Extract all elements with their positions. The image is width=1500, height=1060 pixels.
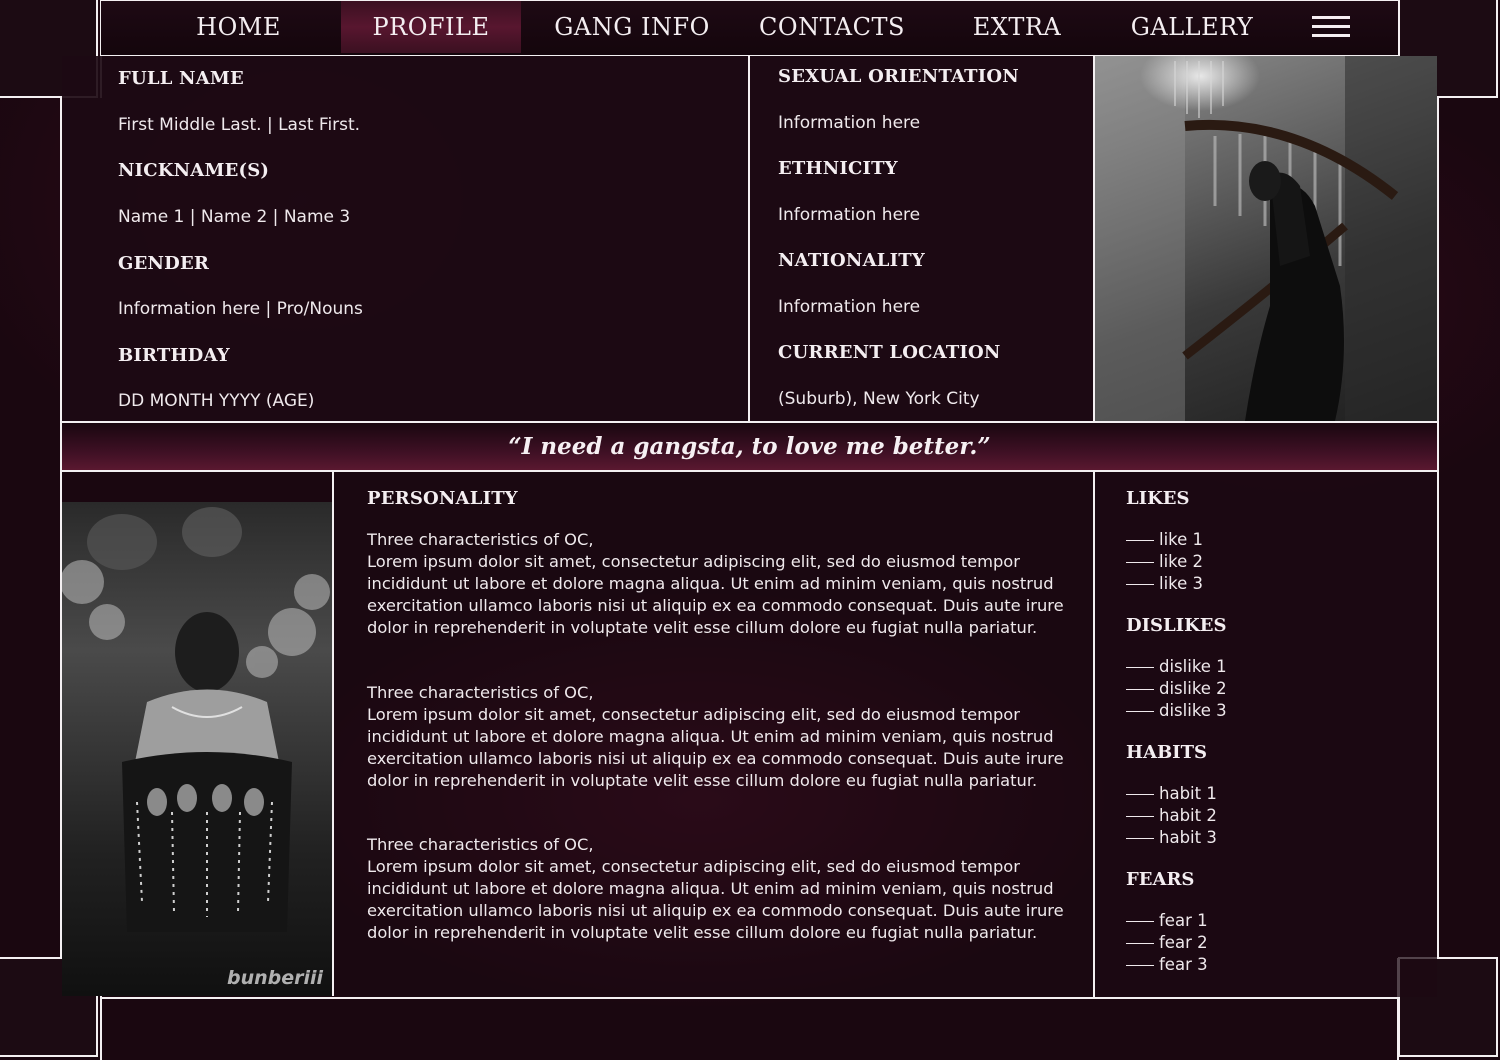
gender-label: GENDER: [118, 253, 210, 274]
nav-home[interactable]: HOME: [196, 13, 281, 41]
birthday-label: BIRTHDAY: [118, 345, 230, 366]
quote-text: “I need a gangsta, to love me better.”: [508, 433, 991, 460]
like-item: like 2: [1126, 551, 1203, 573]
fear-item: fear 2: [1126, 932, 1208, 954]
frame-line-quote-top: [60, 421, 1439, 423]
staircase-photo: [1095, 56, 1437, 421]
fear-item: fear 1: [1126, 910, 1208, 932]
profile-basic-panel: [62, 56, 748, 421]
nav-contacts[interactable]: CONTACTS: [759, 13, 905, 41]
frame-line-right: [1437, 98, 1439, 958]
photo-watermark: bunberiii: [227, 967, 324, 989]
nicknames-value: Name 1 | Name 2 | Name 3: [118, 207, 351, 227]
top-navigation: [101, 1, 1398, 55]
full-name-value: First Middle Last. | Last First.: [118, 115, 361, 135]
full-name-label: FULL NAME: [118, 68, 244, 89]
dislike-item: dislike 3: [1126, 700, 1227, 722]
paragraph-text: Lorem ipsum dolor sit amet, consectetur adipiscing elit, sed do eiusmod tempor incididunt ut labore et dolore magna aliqua. Ut enim ad minim veniam, quis nostrud exercitation ullamco laboris nisi ut aliquip ex ea commodo consequat. Duis aute irure dolor in reprehenderit in voluptate velit esse cillum dolore eu fugiat nulla pariatur.: [367, 705, 1064, 790]
dislike-item: dislike 1: [1126, 656, 1227, 678]
frame-line-bottom: [100, 997, 1399, 999]
likes-label: LIKES: [1126, 488, 1190, 509]
paragraph-heading: Three characteristics of OC,: [367, 530, 594, 549]
nationality-label: NATIONALITY: [778, 250, 925, 271]
location-label: CURRENT LOCATION: [778, 342, 1001, 363]
quote-banner: [62, 424, 1437, 470]
nav-gang-info[interactable]: GANG INFO: [554, 13, 710, 41]
paragraph-text: Lorem ipsum dolor sit amet, consectetur adipiscing elit, sed do eiusmod tempor incididunt ut labore et dolore magna aliqua. Ut enim ad minim veniam, quis nostrud exercitation ullamco laboris nisi ut aliquip ex ea commodo consequat. Duis aute irure dolor in reprehenderit in voluptate velit esse cillum dolore eu fugiat nulla pariatur.: [367, 857, 1064, 942]
fear-item: fear 3: [1126, 954, 1208, 976]
habit-item: habit 3: [1126, 827, 1217, 849]
nicknames-label: NICKNAME(S): [118, 160, 270, 181]
habits-label: HABITS: [1126, 742, 1207, 763]
personality-label: PERSONALITY: [367, 488, 518, 509]
fears-label: FEARS: [1126, 869, 1195, 890]
profile-identity-panel: [750, 56, 1093, 421]
hamburger-menu-icon[interactable]: [1312, 16, 1350, 38]
like-item: like 1: [1126, 529, 1203, 551]
paragraph-heading: Three characteristics of OC,: [367, 683, 594, 702]
nav-profile[interactable]: PROFILE: [341, 1, 521, 53]
personality-paragraph-2: [367, 682, 1087, 792]
gender-value: Information here | Pro/Nouns: [118, 299, 363, 319]
dinner-party-photo: [62, 502, 332, 996]
paragraph-heading: Three characteristics of OC,: [367, 835, 594, 854]
like-item: like 3: [1126, 573, 1203, 595]
habit-item: habit 2: [1126, 805, 1217, 827]
nav-gallery[interactable]: GALLERY: [1130, 13, 1254, 41]
ethnicity-label: ETHNICITY: [778, 158, 898, 179]
orientation-value: Information here: [778, 113, 921, 133]
dislike-item: dislike 2: [1126, 678, 1227, 700]
dislikes-label: DISLIKES: [1126, 615, 1227, 636]
paragraph-text: Lorem ipsum dolor sit amet, consectetur adipiscing elit, sed do eiusmod tempor incididunt ut labore et dolore magna aliqua. Ut enim ad minim veniam, quis nostrud exercitation ullamco laboris nisi ut aliquip ex ea commodo consequat. Duis aute irure dolor in reprehenderit in voluptate velit esse cillum dolore eu fugiat nulla pariatur.: [367, 552, 1064, 637]
nationality-value: Information here: [778, 297, 921, 317]
birthday-value: DD MONTH YYYY (AGE): [118, 391, 315, 411]
orientation-label: SEXUAL ORIENTATION: [778, 66, 1019, 87]
ethnicity-value: Information here: [778, 205, 921, 225]
habit-item: habit 1: [1126, 783, 1217, 805]
personality-paragraph-3: [367, 834, 1087, 944]
location-value: (Suburb), New York City: [778, 389, 980, 409]
nav-extra[interactable]: EXTRA: [972, 13, 1062, 41]
personality-paragraph-1: [367, 529, 1087, 639]
